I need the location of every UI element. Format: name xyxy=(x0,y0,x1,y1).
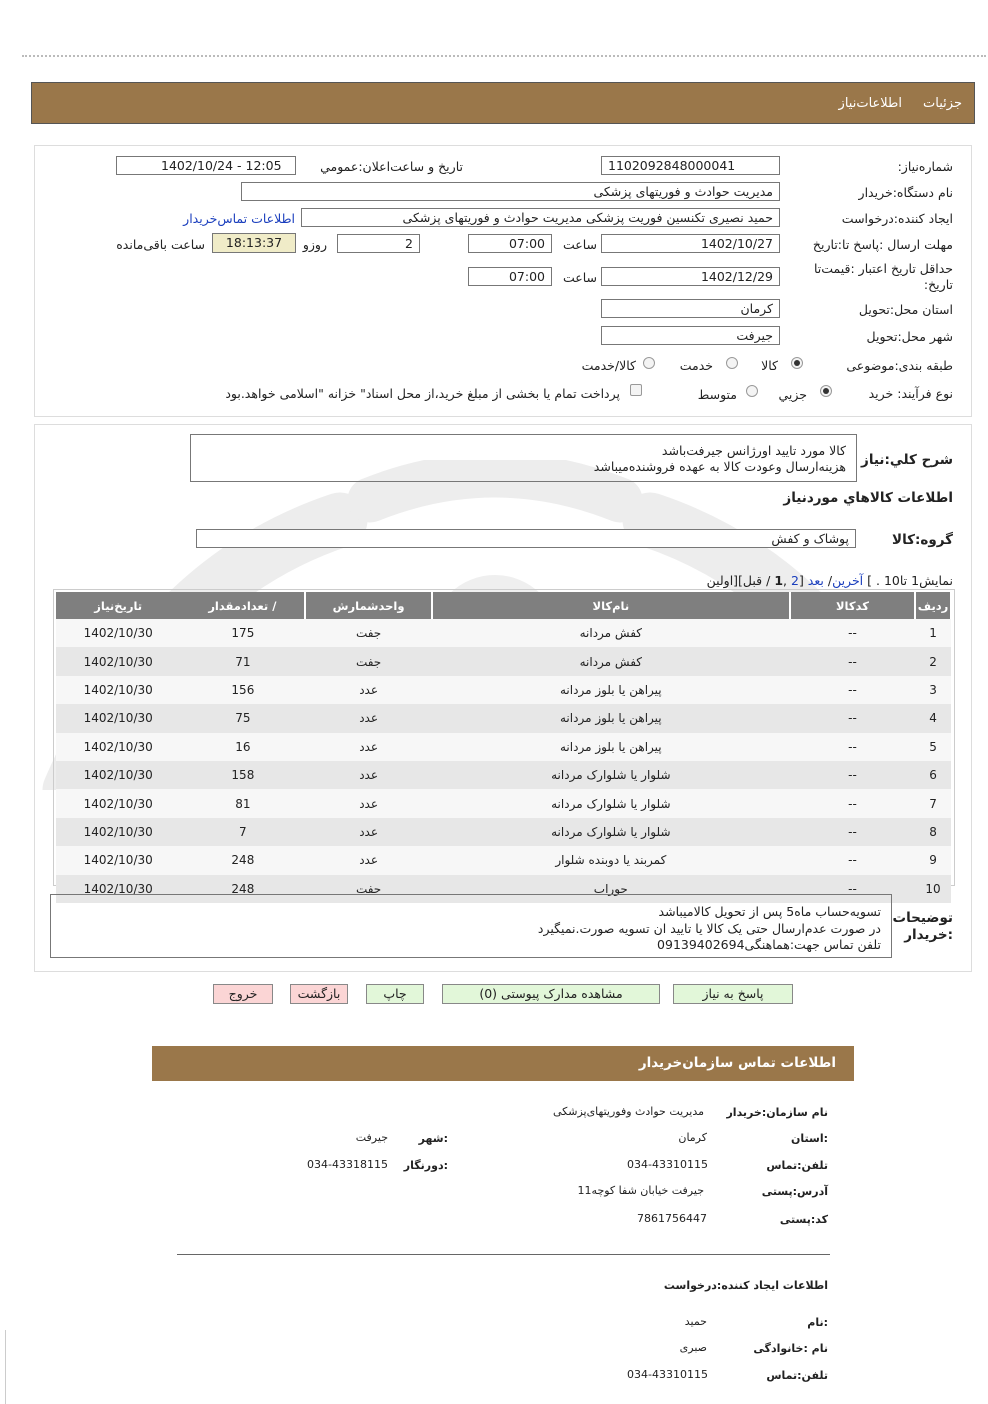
cell-item-unit: عدد xyxy=(305,676,431,704)
cell-item-name: جوراب xyxy=(432,875,790,903)
cell-row-number: 8 xyxy=(915,818,951,846)
col-name: نام‌کالا xyxy=(432,592,790,619)
validity-date-field: 1402/12/29 xyxy=(601,267,780,286)
cell-item-quantity: 16 xyxy=(180,733,305,761)
left-edge-line xyxy=(5,1330,6,1404)
deadline-time-field: 07:00 xyxy=(468,234,552,253)
creator-label: ایجاد کننده:درخواست xyxy=(841,211,953,226)
process-label: نوع فرآیند: خرید xyxy=(868,386,953,401)
exit-button[interactable]: خروج xyxy=(213,984,273,1004)
cell-item-code: -- xyxy=(790,676,915,704)
treasury-payment-checkbox[interactable] xyxy=(630,384,642,396)
cell-row-number: 3 xyxy=(915,676,951,704)
cell-item-code: -- xyxy=(790,733,915,761)
buyer-org-label: نام دستگاه:خریدار xyxy=(858,185,953,200)
cell-item-unit: عدد xyxy=(305,761,431,789)
pagination-prev-first[interactable]: قبل][اولین xyxy=(706,573,763,588)
org-value: مدیریت حوادث وفوریتهای‌پزشکی xyxy=(552,1105,704,1118)
general-description-box xyxy=(190,434,857,482)
cell-item-name: شلوار یا شلوارک مردانه xyxy=(432,818,790,846)
cell-item-name: پیراهن یا بلوز مردانه xyxy=(432,676,790,704)
announce-label: تاریخ و ساعت‌اعلان:عمومي xyxy=(320,159,463,174)
goods-group-label: گروه:کالا xyxy=(892,532,953,548)
cell-item-unit: جفت xyxy=(305,875,431,903)
creator-phone-label: تلفن:تماس xyxy=(766,1369,828,1382)
cell-item-unit: عدد xyxy=(305,789,431,817)
creator-phone-value: 034-43310115 xyxy=(627,1368,708,1381)
pagination-range: نمایش1 تا10 . ] xyxy=(867,573,953,588)
cell-item-date: 1402/10/30 xyxy=(56,676,180,704)
creator-name-label: :نام xyxy=(807,1316,828,1329)
reply-button[interactable]: پاسخ به نیاز xyxy=(673,984,793,1004)
address-label: آدرس:پستی xyxy=(761,1185,828,1198)
cell-item-quantity: 75 xyxy=(180,704,305,732)
remaining-timer: 18:13:37 xyxy=(212,233,296,253)
address-value: جیرفت خیابان شفا کوچه11 xyxy=(577,1184,704,1197)
days-field: 2 xyxy=(337,234,420,253)
tab-details[interactable]: جزئیات xyxy=(923,96,962,111)
cell-item-quantity: 156 xyxy=(180,676,305,704)
goods-info-title: اطلاعات کالاهاي مورد‌نیاز xyxy=(783,490,953,506)
buyer-contact-link[interactable]: اطلاعات تماس‌خریدار xyxy=(183,211,295,226)
cell-item-code: -- xyxy=(790,789,915,817)
buyer-contact-header xyxy=(152,1046,854,1081)
cell-item-name: شلوار یا شلوارک مردانه xyxy=(432,761,790,789)
cell-item-name: کفش مردانه xyxy=(432,619,790,647)
cell-item-name: کفش مردانه xyxy=(432,647,790,675)
cell-item-unit: عدد xyxy=(305,704,431,732)
cell-row-number: 9 xyxy=(915,846,951,874)
view-attachments-button[interactable]: مشاهده مدارک پیوستی (0) xyxy=(442,984,660,1004)
table-row xyxy=(56,761,951,789)
cell-item-name: پیراهن یا بلوز مردانه xyxy=(432,733,790,761)
contact-phone-value: 034-43310115 xyxy=(627,1158,708,1171)
cell-item-quantity: 158 xyxy=(180,761,305,789)
table-row xyxy=(56,846,951,874)
cell-item-name: کمربند یا دوبنده شلوار xyxy=(432,846,790,874)
validity-hour-label: ساعت xyxy=(562,270,597,285)
contact-city-value: جیرفت xyxy=(355,1131,388,1144)
pagination-page-1: 1 xyxy=(774,573,784,588)
cell-item-quantity: 248 xyxy=(180,846,305,874)
buyer-note-line-3: تلفن تماس جهت:هماهنگی09139402694 xyxy=(657,937,881,952)
postal-label: کد:پستی xyxy=(779,1213,828,1226)
cell-row-number: 4 xyxy=(915,704,951,732)
contact-province-label: :استان xyxy=(791,1132,828,1145)
cell-item-unit: عدد xyxy=(305,818,431,846)
cell-item-date: 1402/10/30 xyxy=(56,818,180,846)
category-option-service: خدمت xyxy=(679,358,713,373)
process-option-medium: متوسط xyxy=(697,387,737,402)
validity-time-field: 07:00 xyxy=(468,267,552,286)
cell-item-code: -- xyxy=(790,704,915,732)
fax-value: 034-43318115 xyxy=(307,1158,388,1171)
cell-item-date: 1402/10/30 xyxy=(56,761,180,789)
category-option-both: کالا/خدمت xyxy=(581,358,636,373)
cell-item-date: 1402/10/30 xyxy=(56,789,180,817)
cell-item-date: 1402/10/30 xyxy=(56,619,180,647)
buyer-contact-title: اطلاعات تماس سازمان‌خریدار xyxy=(638,1055,836,1071)
top-divider xyxy=(22,55,986,57)
table-row xyxy=(56,733,951,761)
cell-item-date: 1402/10/30 xyxy=(56,647,180,675)
pagination: نمایش1 تا10 . ] آخرین/ بعد [2 ,1 / قبل][اولین xyxy=(706,573,953,588)
cell-item-date: 1402/10/30 xyxy=(56,846,180,874)
cell-item-unit: عدد xyxy=(305,733,431,761)
cell-row-number: 6 xyxy=(915,761,951,789)
table-row xyxy=(56,619,951,647)
cell-item-code: -- xyxy=(790,875,915,903)
cell-row-number: 10 xyxy=(915,875,951,903)
process-radio-minor[interactable] xyxy=(820,385,832,397)
remaining-label: ساعت باقی‌مانده xyxy=(116,237,205,252)
deadline-date-field: 1402/10/27 xyxy=(601,234,780,253)
process-option-minor: جزیي xyxy=(778,387,807,402)
buyer-org-field: مدیریت حوادث و فوریتهای پزشکی xyxy=(241,182,780,201)
goods-table xyxy=(56,592,952,903)
cell-item-name: شلوار یا شلوارک مردانه xyxy=(432,789,790,817)
contact-province-value: کرمان xyxy=(678,1131,707,1144)
postal-value: 7861756447 xyxy=(637,1212,707,1225)
goods-table-frame xyxy=(53,589,955,896)
buyer-note-line-1: تسویه‌حساب ماه5 پس از تحویل کالامیباشد xyxy=(658,904,881,919)
description-line-1: کالا مورد تایید اورژانس جیرفت‌باشد xyxy=(661,443,846,458)
cell-item-date: 1402/10/30 xyxy=(56,875,180,903)
announce-field: 1402/10/24 - 12:05 xyxy=(116,156,296,175)
city-field: جیرفت xyxy=(601,326,780,345)
city-label: شهر محل:تحویل xyxy=(866,329,953,344)
back-button[interactable]: بازگشت xyxy=(290,984,348,1004)
cell-item-quantity: 175 xyxy=(180,619,305,647)
buyer-notes-box xyxy=(50,894,892,958)
cell-row-number: 5 xyxy=(915,733,951,761)
days-label: روزو xyxy=(302,237,327,252)
contact-divider xyxy=(177,1254,830,1255)
cell-item-unit: جفت xyxy=(305,619,431,647)
province-label: استان محل:تحویل xyxy=(858,302,953,317)
table-row xyxy=(56,704,951,732)
col-row: ردیف xyxy=(915,592,951,619)
category-label: طبقه بندی:موضوعی xyxy=(846,358,953,373)
cell-item-code: -- xyxy=(790,818,915,846)
creator-name-value: حمید xyxy=(684,1315,707,1328)
buyer-note-line-2: در صورت عدم‌ارسال حتی یک کالا یا تایید ان تسویه صورت.نمیگیرد xyxy=(537,920,881,936)
table-header-row xyxy=(56,592,951,619)
print-button[interactable]: چاپ xyxy=(366,984,424,1004)
table-row xyxy=(56,647,951,675)
cell-item-quantity: 7 xyxy=(180,818,305,846)
pagination-last[interactable]: آخرین xyxy=(832,573,864,588)
need-number-label: شماره‌نیاز: xyxy=(897,159,953,174)
contact-phone-label: تلفن:تماس xyxy=(766,1159,828,1172)
pagination-page-2[interactable]: 2 xyxy=(790,573,799,588)
deadline-hour-label: ساعت xyxy=(562,237,597,252)
fax-label: :دورنگار xyxy=(403,1159,448,1172)
cell-row-number: 1 xyxy=(915,619,951,647)
cell-item-quantity: 81 xyxy=(180,789,305,817)
goods-group-field: پوشاک و کفش xyxy=(196,529,856,548)
table-row xyxy=(56,818,951,846)
col-date: تاریخ‌نیاز xyxy=(56,592,180,619)
general-description-label: شرح کلي:نیاز xyxy=(861,452,953,468)
buyer-notes-label: توضیحات :خریدار xyxy=(892,910,953,943)
validity-label: حداقل تاریخ اعتبار :قیمت‌تا تاریخ: xyxy=(813,261,953,292)
creator-info-title: اطلاعات ایجاد کننده:درخواست xyxy=(663,1279,828,1292)
cell-item-quantity: 248 xyxy=(180,875,305,903)
page-header xyxy=(31,82,975,124)
cell-row-number: 7 xyxy=(915,789,951,817)
col-code: کدکالا xyxy=(790,592,915,619)
description-line-2: هزینه‌ارسال وعودت کالا به عهده فروشنده‌میباشد xyxy=(593,459,846,474)
cell-item-date: 1402/10/30 xyxy=(56,704,180,732)
category-radio-both[interactable] xyxy=(643,357,655,369)
pagination-next[interactable]: بعد xyxy=(807,573,824,588)
cell-row-number: 2 xyxy=(915,647,951,675)
cell-item-code: -- xyxy=(790,619,915,647)
cell-item-code: -- xyxy=(790,761,915,789)
cell-item-unit: عدد xyxy=(305,846,431,874)
category-option-goods: کالا xyxy=(761,358,778,373)
process-radio-medium[interactable] xyxy=(746,385,758,397)
cell-item-unit: جفت xyxy=(305,647,431,675)
tab-need-info[interactable]: اطلاعات‌نیاز xyxy=(838,96,902,111)
col-quantity: / تعدادمقدار xyxy=(180,592,305,619)
col-unit: واحدشمارش xyxy=(305,592,431,619)
creator-family-label: نام :خانوادگی xyxy=(753,1342,828,1355)
category-radio-goods[interactable] xyxy=(791,357,803,369)
contact-city-label: :شهر xyxy=(418,1132,448,1145)
cell-item-code: -- xyxy=(790,846,915,874)
treasury-payment-note: پرداخت تمام یا بخشی از مبلغ خرید،از محل اسناد" خزانه "اسلامی خواهد.بود xyxy=(225,386,620,401)
org-label: نام سازمان:خریدار xyxy=(726,1106,828,1119)
creator-field: حمید نصیری تکنسین فوریت پزشکی مدیریت حوادث و فوریتهای پزشکی xyxy=(301,208,780,227)
province-field: کرمان xyxy=(601,299,780,318)
cell-item-name: پیراهن یا بلوز مردانه xyxy=(432,704,790,732)
table-row xyxy=(56,676,951,704)
cell-item-code: -- xyxy=(790,647,915,675)
category-radio-service[interactable] xyxy=(726,357,738,369)
cell-item-quantity: 71 xyxy=(180,647,305,675)
cell-item-date: 1402/10/30 xyxy=(56,733,180,761)
need-number-field: 1102092848000041 xyxy=(601,156,780,175)
deadline-label: مهلت ارسال :پاسخ تا:تاریخ xyxy=(812,237,953,252)
creator-family-value: صبری xyxy=(679,1341,707,1354)
table-row xyxy=(56,789,951,817)
